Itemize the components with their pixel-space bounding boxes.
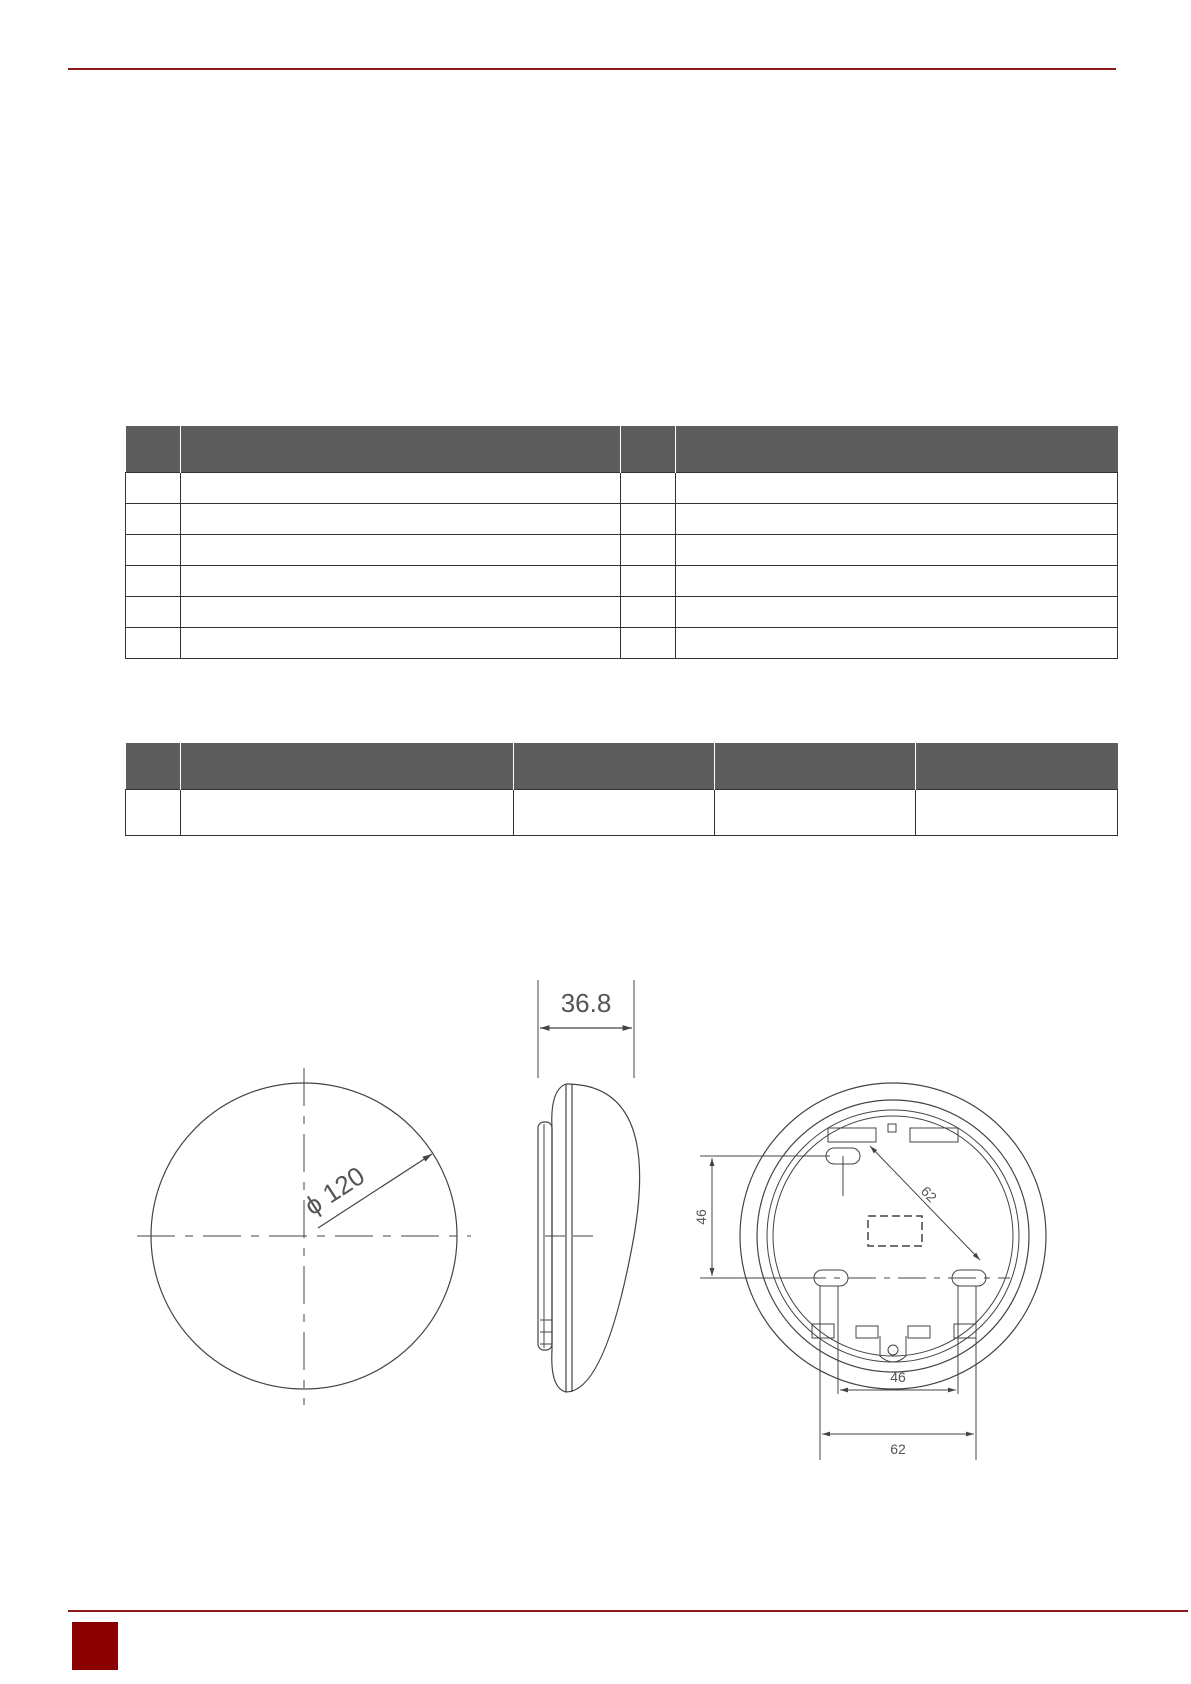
table-cell [621,504,676,535]
spec-table-1 [125,426,1118,659]
side-view [538,980,640,1392]
table-cell [916,790,1118,836]
outer-width-label: 62 [890,1441,906,1457]
table-header-cell [126,426,181,473]
table-cell [621,597,676,628]
table-cell [621,628,676,659]
table-cell [676,597,1118,628]
table-cell [676,535,1118,566]
table-row [126,473,1118,504]
depth-label: 36.8 [560,988,612,1018]
back-outer-ring [740,1083,1046,1389]
table-row [126,790,1118,836]
side-base [552,1084,566,1392]
table-cell [126,597,181,628]
center-block [868,1216,922,1246]
vertical-label: 46 [693,1209,709,1225]
table-cell [126,566,181,597]
table-cell [676,504,1118,535]
dimension-drawing [0,960,1191,1480]
diameter-label: ϕ 120 [298,1160,370,1222]
bottom-clip-3 [908,1326,930,1338]
bottom-clip-1 [812,1324,834,1338]
table-cell [715,790,916,836]
table-cell [181,790,514,836]
side-dome [566,1084,640,1392]
top-clip-right [910,1128,958,1142]
diagonal-label: 62 [917,1182,941,1206]
table-cell [181,597,621,628]
table-header-cell [916,743,1118,790]
header-rule [68,68,1116,70]
back-view [693,1083,1046,1460]
table-cell [676,566,1118,597]
top-notch [888,1124,896,1132]
table-cell [181,566,621,597]
table-cell [126,473,181,504]
bottom-tab [880,1336,906,1362]
table-cell [126,628,181,659]
table-cell [621,566,676,597]
table-header-cell [514,743,715,790]
table-header-cell [715,743,916,790]
spec-table-2 [125,743,1118,836]
table-cell [514,790,715,836]
top-clip-left [828,1128,876,1142]
inner-width-label: 46 [890,1369,906,1385]
table-header-cell [181,743,514,790]
table-cell [126,535,181,566]
table-cell [181,504,621,535]
table-cell [181,628,621,659]
table-row [126,628,1118,659]
table-header-cell [621,426,676,473]
table-cell [676,628,1118,659]
table-row [126,597,1118,628]
table-header-row [126,426,1118,473]
table-row [126,566,1118,597]
diagonal-dimension [870,1146,980,1260]
back-plate [767,1110,1019,1362]
back-inner-ring [757,1100,1029,1372]
table-header-cell [676,426,1118,473]
table-cell [621,473,676,504]
back-plate-inner [773,1116,1013,1356]
table-cell [126,790,181,836]
footer-rule [68,1610,1188,1612]
table-cell [181,535,621,566]
table-cell [181,473,621,504]
bottom-screw-hole [888,1345,898,1355]
table-header-cell [126,743,181,790]
front-view [137,1068,471,1405]
table-header-cell [181,426,621,473]
table-header-row [126,743,1118,790]
table-row [126,535,1118,566]
footer-brand-block [72,1622,118,1670]
table-cell [621,535,676,566]
bottom-clip-2 [856,1326,878,1338]
table-cell [676,473,1118,504]
table-cell [126,504,181,535]
table-row [126,504,1118,535]
